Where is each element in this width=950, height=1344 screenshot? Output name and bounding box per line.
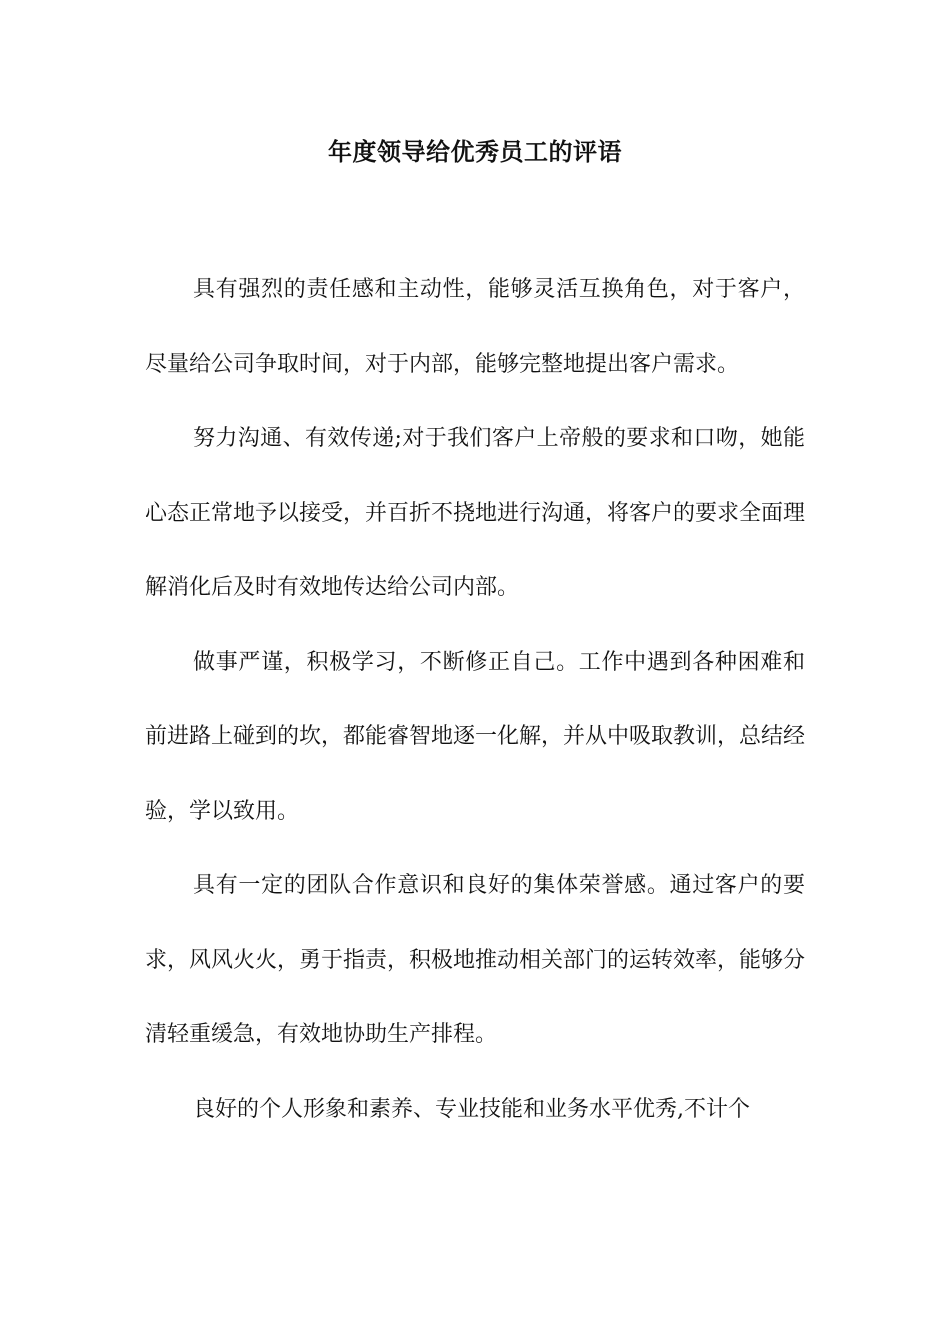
document-body (145, 253, 805, 1147)
paragraph-2: 努力沟通、有效传递;对于我们客户上帝般的要求和口吻，她能心态正常地予以接受，并百折不挠地进行沟通，将客户的要求全面理解消化后及时有效地传达给公司内部。 (145, 426, 806, 600)
paragraph-3: 做事严谨，积极学习，不断修正自己。工作中遇到各种困难和前进路上碰到的坎，都能睿智地逐一化解，并从中吸取教训，总结经验，学以致用。 (145, 649, 806, 824)
paragraph-4: 具有一定的团队合作意识和良好的集体荣誉感。通过客户的要求，风风火火，勇于指责，积极地推动相关部门的运转效率，能够分清轻重缓急，有效地协助生产排程。 (145, 873, 806, 1047)
paragraph-5: 良好的个人形象和素养、专业技能和业务水平优秀,不计个 (193, 1096, 750, 1122)
document-title: 年度领导给优秀员工的评语 (328, 138, 622, 166)
paragraph-1: 具有强烈的责任感和主动性，能够灵活互换角色，对于客户，尽量给公司争取时间，对于内部，能够完整地提出客户需求。 (145, 277, 805, 377)
